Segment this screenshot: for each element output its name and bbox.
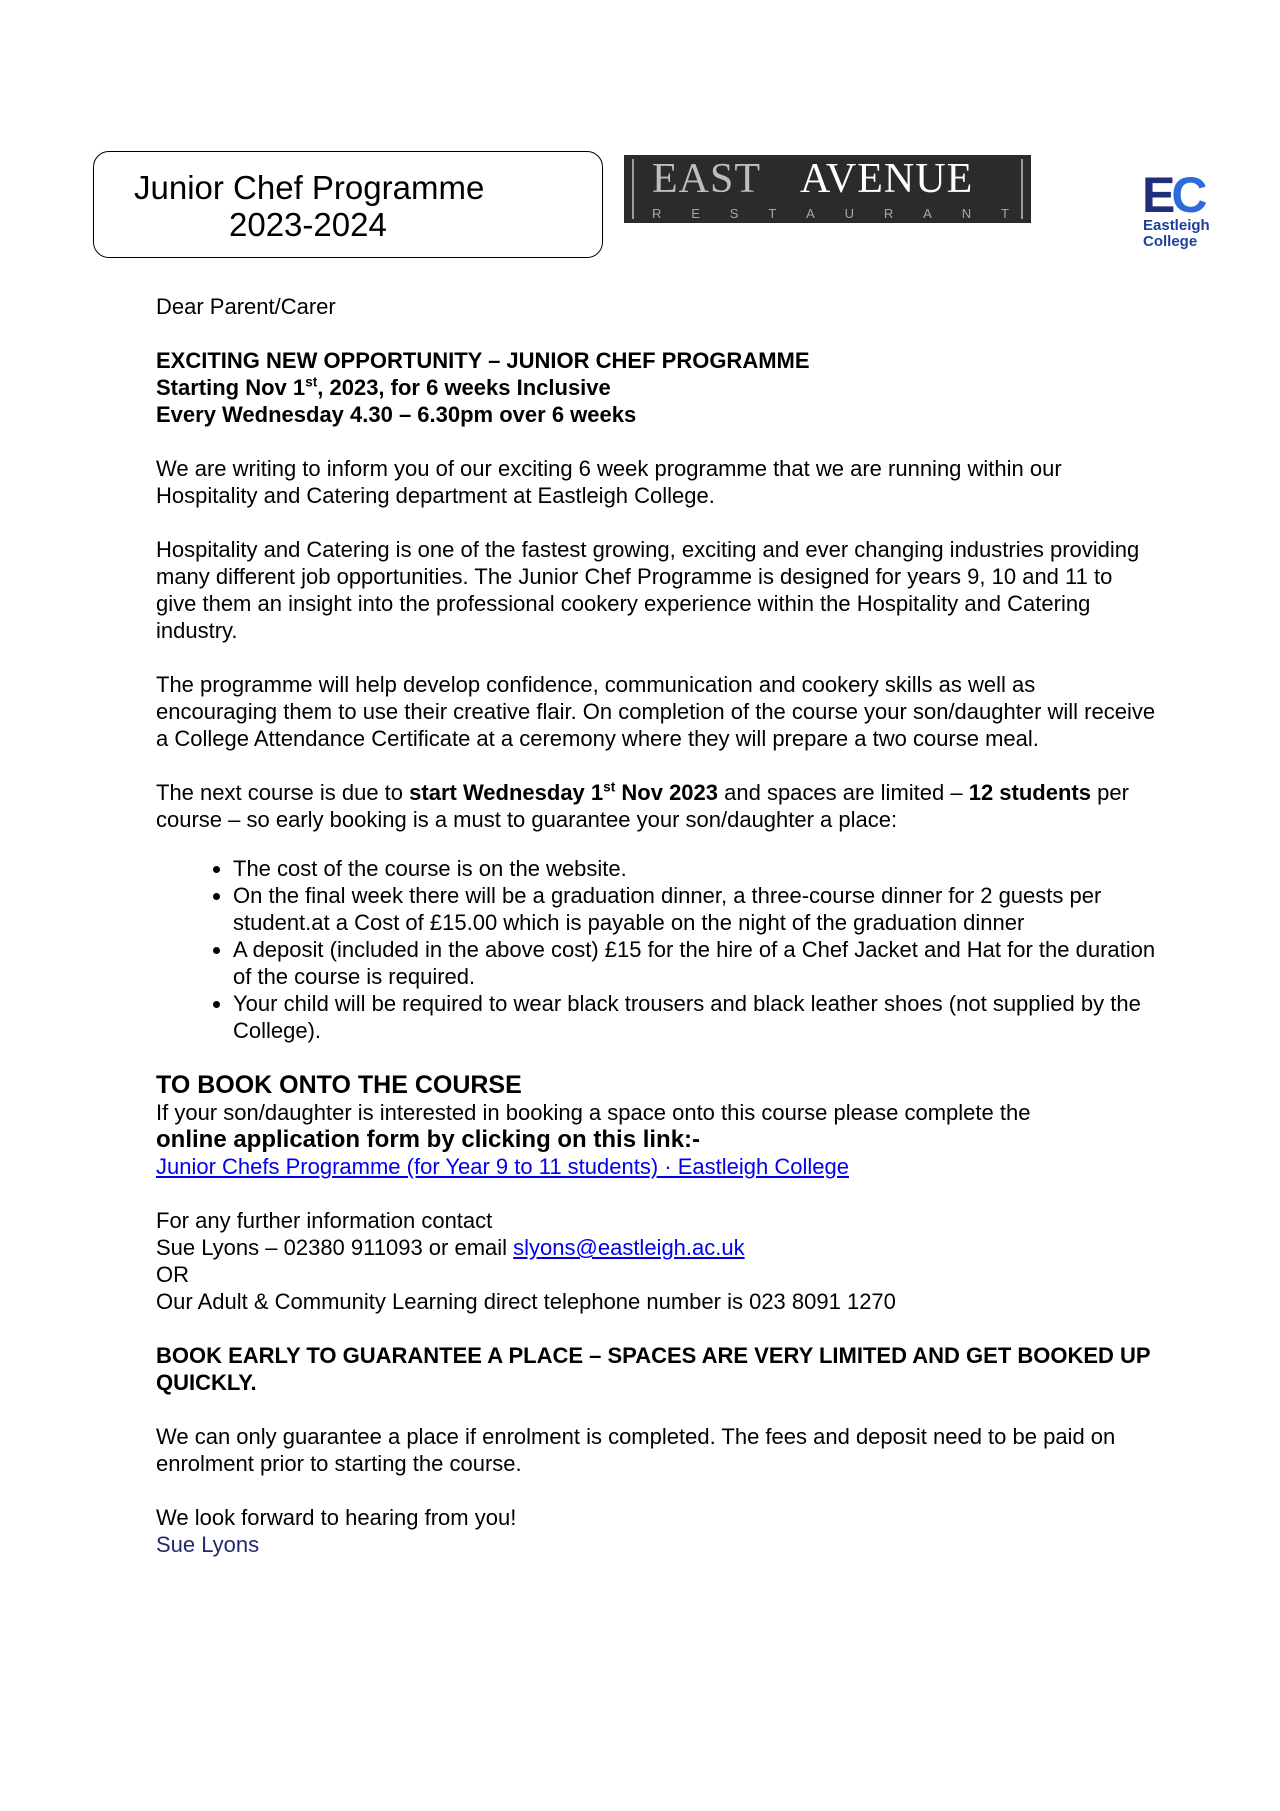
eastleigh-college-logo	[1138, 167, 1218, 256]
logo-letter: N	[961, 206, 972, 221]
list-item: • Your child will be required to wear black trousers and black leather shoes (not supplied by the College).	[233, 990, 1156, 1044]
application-form-link[interactable]: Junior Chefs Programme (for Year 9 to 11 students) · Eastleigh College	[156, 1154, 849, 1179]
programme-year: 2023-2024	[229, 206, 387, 243]
course-start-paragraph: The next course is due to start Wednesday 1st Nov 2023 and spaces are limited – 12 students per course – so early booking is a must to guarantee your son/daughter a place:	[156, 779, 1129, 832]
booking-intro: If your son/daughter is interested in booking a space onto this course please complete the	[156, 1100, 1031, 1125]
ec-monogram: EC	[1142, 167, 1204, 223]
logo-letter: U	[844, 206, 855, 221]
intro-paragraph: We are writing to inform you of our exciting 6 week programme that we are running within our Hospitality and Catering department at Eastleigh College.	[156, 456, 1062, 508]
list-item: • On the final week there will be a graduation dinner, a three-course dinner for 2 guests per student.at a Cost of £15.00 which is payable on the night of the graduation dinner	[233, 882, 1156, 936]
contact-block: For any further information contact Sue Lyons – 02380 911093 or email slyons@eastleigh.ac.uk OR Our Adult & Community Learning direct telephone number is 023 8091 1270	[156, 1208, 896, 1314]
logo-letter: R	[652, 206, 662, 221]
greeting: Dear Parent/Carer	[156, 294, 336, 319]
logo-letter: E	[691, 206, 700, 221]
email-link[interactable]: slyons@eastleigh.ac.uk	[513, 1235, 745, 1260]
headline: EXCITING NEW OPPORTUNITY – JUNIOR CHEF PROGRAMME Starting Nov 1st, 2023, for 6 weeks Inclusive Every Wednesday 4.30 – 6.30pm over 6 weeks	[156, 348, 810, 427]
letter-body	[156, 293, 1156, 1558]
east-avenue-restaurant-logo	[624, 155, 1031, 223]
booking-link-lead: online application form by clicking on this link:-	[156, 1126, 701, 1153]
logo-letter: R	[883, 206, 894, 221]
list-item: • A deposit (included in the above cost) £15 for the hire of a Chef Jacket and Hat for the duration of the course is required.	[233, 936, 1156, 990]
logo-letter: T	[1000, 206, 1009, 221]
logo-letter: A	[923, 206, 932, 221]
signature: Sue Lyons	[156, 1532, 260, 1557]
benefits-paragraph: The programme will help develop confidence, communication and cookery skills as well as encouraging them to use their creative flair. On completion of the course your son/daughter will receive a College Attendance Certificate at a ceremony where they will prepare a two course meal.	[156, 672, 1156, 751]
programme-title: Junior Chef Programme	[134, 169, 485, 206]
course-details-list	[156, 855, 1156, 1044]
logo-word-restaurant	[652, 207, 1009, 220]
industry-paragraph: Hospitality and Catering is one of the fastest growing, exciting and ever changing industries providing many different job opportunities. The Junior Chef Programme is designed for years 9, 10 and 11 to give them an insight into the professional cookery experience within the Hospitality and Catering industry.	[156, 537, 1140, 643]
college-name: Eastleigh College	[1143, 217, 1210, 250]
enrolment-note: We can only guarantee a place if enrolment is completed. The fees and deposit need to be paid on enrolment prior to starting the course.	[156, 1424, 1116, 1476]
logo-word-east: EAST	[652, 156, 761, 202]
programme-title-box	[93, 151, 603, 258]
logo-word-avenue: AVENUE	[800, 156, 974, 202]
logo-letter: T	[768, 206, 777, 221]
list-item: • The cost of the course is on the website.	[233, 855, 1156, 882]
logo-letter: A	[806, 206, 815, 221]
booking-heading: TO BOOK ONTO THE COURSE	[156, 1071, 522, 1099]
logo-letter: S	[729, 206, 739, 221]
booking-warning: BOOK EARLY TO GUARANTEE A PLACE – SPACES ARE VERY LIMITED AND GET BOOKED UP QUICKLY.	[156, 1343, 1151, 1395]
closing-line: We look forward to hearing from you!	[156, 1505, 517, 1530]
